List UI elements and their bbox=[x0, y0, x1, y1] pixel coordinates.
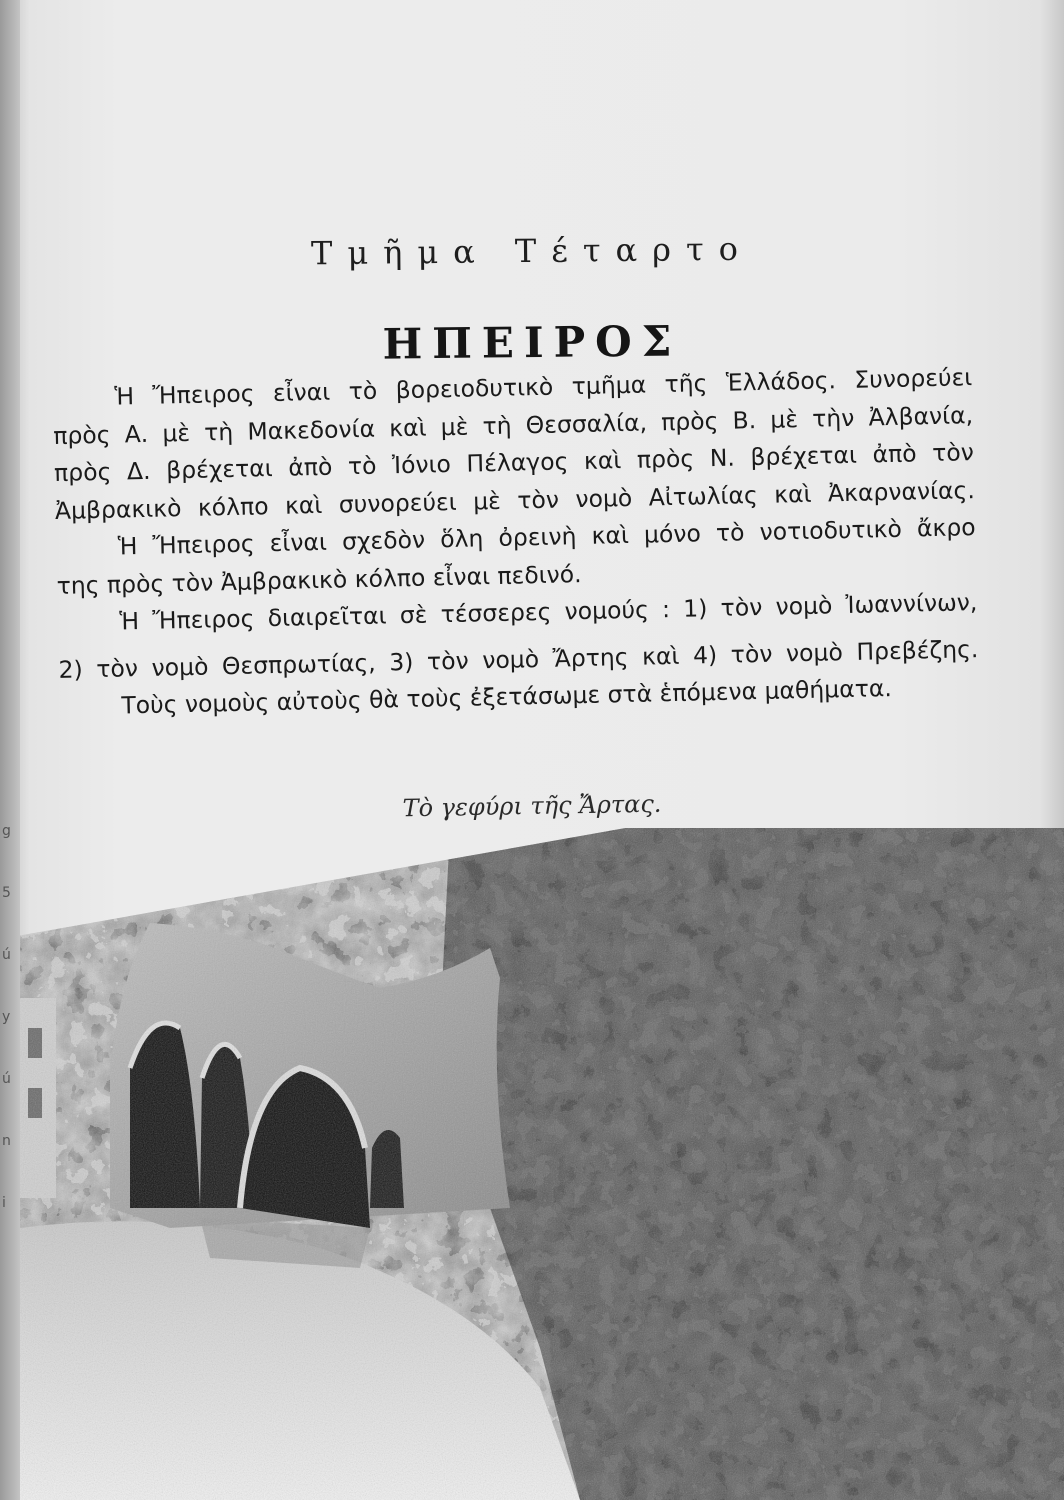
section-heading: Τμῆμα Τέταρτο bbox=[310, 229, 754, 273]
paragraph-line: Ἡ Ἤπειρος εἶναι τὸ βορειοδυτικὸ τμῆμα τῆς Ἑλλάδος. Συνορεύει bbox=[114, 363, 973, 411]
paragraph-line: Τοὺς νομοὺς αὐτοὺς θὰ τοὺς ἐξετάσωμε στὰ ἑπόμενα μαθήματα. bbox=[121, 674, 893, 720]
page-edge-marks bbox=[2, 800, 12, 1234]
edge-mark: ú bbox=[2, 947, 11, 963]
chapter-title: ΗΠΕΙΡΟΣ bbox=[382, 316, 682, 369]
paragraph-line: της πρὸς τὸν Ἀμβρακικὸ κόλπο εἶναι πεδινό. bbox=[56, 559, 582, 600]
body-text bbox=[52, 359, 980, 726]
edge-mark: i bbox=[2, 1195, 6, 1211]
edge-mark: g bbox=[2, 823, 11, 839]
paragraph-line: πρὸς Δ. βρέχεται ἀπὸ τὸ Ἰόνιο Πέλαγος καὶ πρὸς Ν. βρέχεται ἀπὸ τὸν bbox=[53, 438, 975, 487]
bridge-photograph bbox=[20, 828, 1064, 1500]
edge-mark: ú bbox=[2, 1071, 11, 1087]
edge-mark: 5 bbox=[2, 885, 11, 901]
paragraph-line: πρὸς Α. μὲ τὴ Μακεδονία καὶ μὲ τὴ Θεσσαλία, πρὸς Β. μὲ τὴν Ἀλβανία, bbox=[52, 400, 974, 450]
edge-mark: y bbox=[2, 1009, 11, 1025]
paragraph-line: Ἡ Ἤπειρος εἶναι σχεδὸν ὅλη ὀρεινὴ καὶ μόνο τὸ νοτιοδυτικὸ ἄκρο bbox=[117, 513, 976, 561]
photo-caption: Τὸ γεφύρι τῆς Ἄρτας. bbox=[402, 789, 662, 823]
edge-mark: n bbox=[2, 1133, 11, 1149]
bridge-photo-illustration bbox=[20, 828, 1064, 1500]
paragraph-line: 2) τὸν νομὸ Θεσπρωτίας, 3) τὸν νομὸ Ἄρτης καὶ 4) τὸν νομὸ Πρεβέζης. bbox=[58, 634, 979, 684]
paragraph-line: Ἀμβρακικὸ κόλπο καὶ συνορεύει μὲ τὸν νομὸ Αἰτωλίας καὶ Ἀκαρνανίας. bbox=[54, 475, 976, 525]
book-spine-shadow bbox=[0, 0, 20, 1500]
paragraph-line: Ἡ Ἤπειρος διαιρεῖται σὲ τέσσερες νομούς : 1) τὸν νομὸ Ἰωαννίνων, bbox=[119, 588, 978, 636]
